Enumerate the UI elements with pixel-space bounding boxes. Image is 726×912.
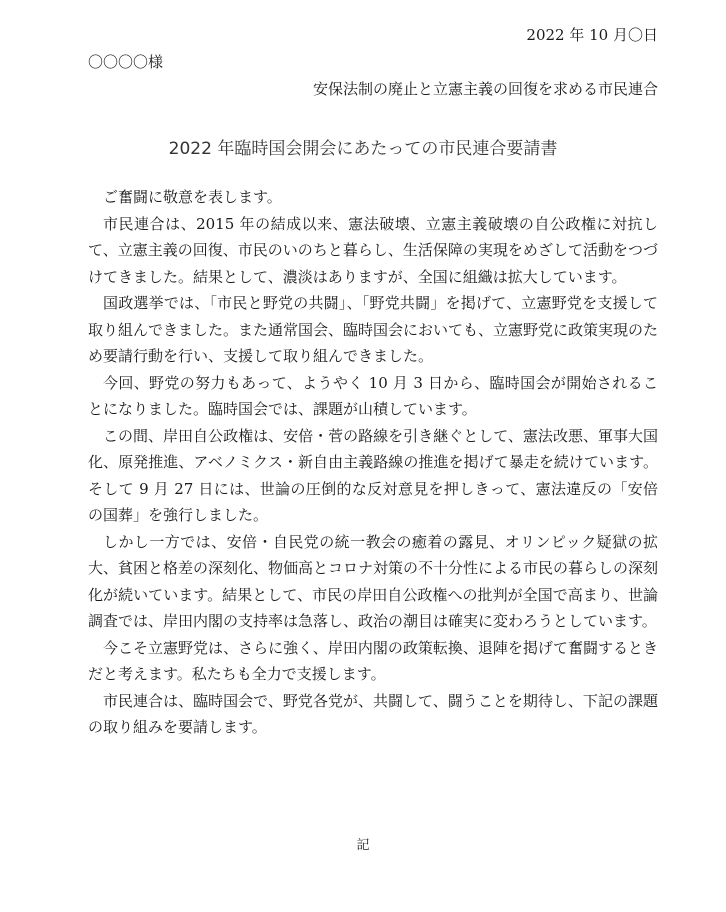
paragraph-greeting: ご奮闘に敬意を表します。 <box>103 188 282 206</box>
recipient-name: 〇〇〇〇様 <box>88 53 164 71</box>
document-body <box>88 184 658 741</box>
paragraph-request: 市民連合は、臨時国会で、野党各党が、共闘して、闘うことを期待し、下記の課題の取り組みを要請します。 <box>88 691 658 736</box>
ki-notation: 記 <box>356 838 370 853</box>
paragraph-elections: 国政選挙では、「市民と野党の共闘」、「野党共闘」を掲げて、立憲野党を支援して取り組んできました。また通常国会、臨時国会においても、立憲野党に政策実現のため要請行動を行い、支援して取り組んできました。 <box>88 294 659 365</box>
document-date: 2022 年 10 月〇日 <box>526 26 658 44</box>
paragraph-kishida-government: この間、岸田自公政権は、安倍・菅の路線を引き継ぐとして、憲法改悪、軍事大国化、原発推進、アベノミクス・新自由主義路線の推進を掲げて暴走を続けています。そして 9 月 27 日には、世論の圧倒的な反対意見を押しきって、憲法違反の「安倍の国葬」を強行しました。 <box>88 426 658 524</box>
paragraph-call-to-action: 今こそ立憲野党は、さらに強く、岸田内閣の政策転換、退陣を掲げて奮闘するときだと考えます。私たちも全力で支援します。 <box>88 638 658 683</box>
document-title: 2022 年臨時国会開会にあたっての市民連合要請書 <box>168 139 558 159</box>
sender-organization: 安保法制の廃止と立憲主義の回復を求める市民連合 <box>312 80 658 98</box>
paragraph-background: 市民連合は、2015 年の結成以来、憲法破壊、立憲主義破壊の自公政権に対抗して、立憲主義の回復、市民のいのちと暮らし、生活保障の実現をめざして活動をつづけてきました。結果として、濃淡はありますが、全国に組織は拡大しています。 <box>88 214 658 286</box>
paragraph-extraordinary-session: 今回、野党の努力もあって、ようやく 10 月 3 日から、臨時国会が開始されることになりました。臨時国会では、課題が山積しています。 <box>88 373 658 418</box>
paragraph-public-criticism: しかし一方では、安倍・自民党の統一教会の癒着の露見、オリンピック疑獄の拡大、貧困と格差の深刻化、物価高とコロナ対策の不十分性による市民の暮らしの深刻化が続いています。結果として、市民の岸田自公政権への批判が全国で高まり、世論調査では、岸田内閣の支持率は急落し、政治の潮目は確実に変わろうとしています。 <box>88 532 659 630</box>
